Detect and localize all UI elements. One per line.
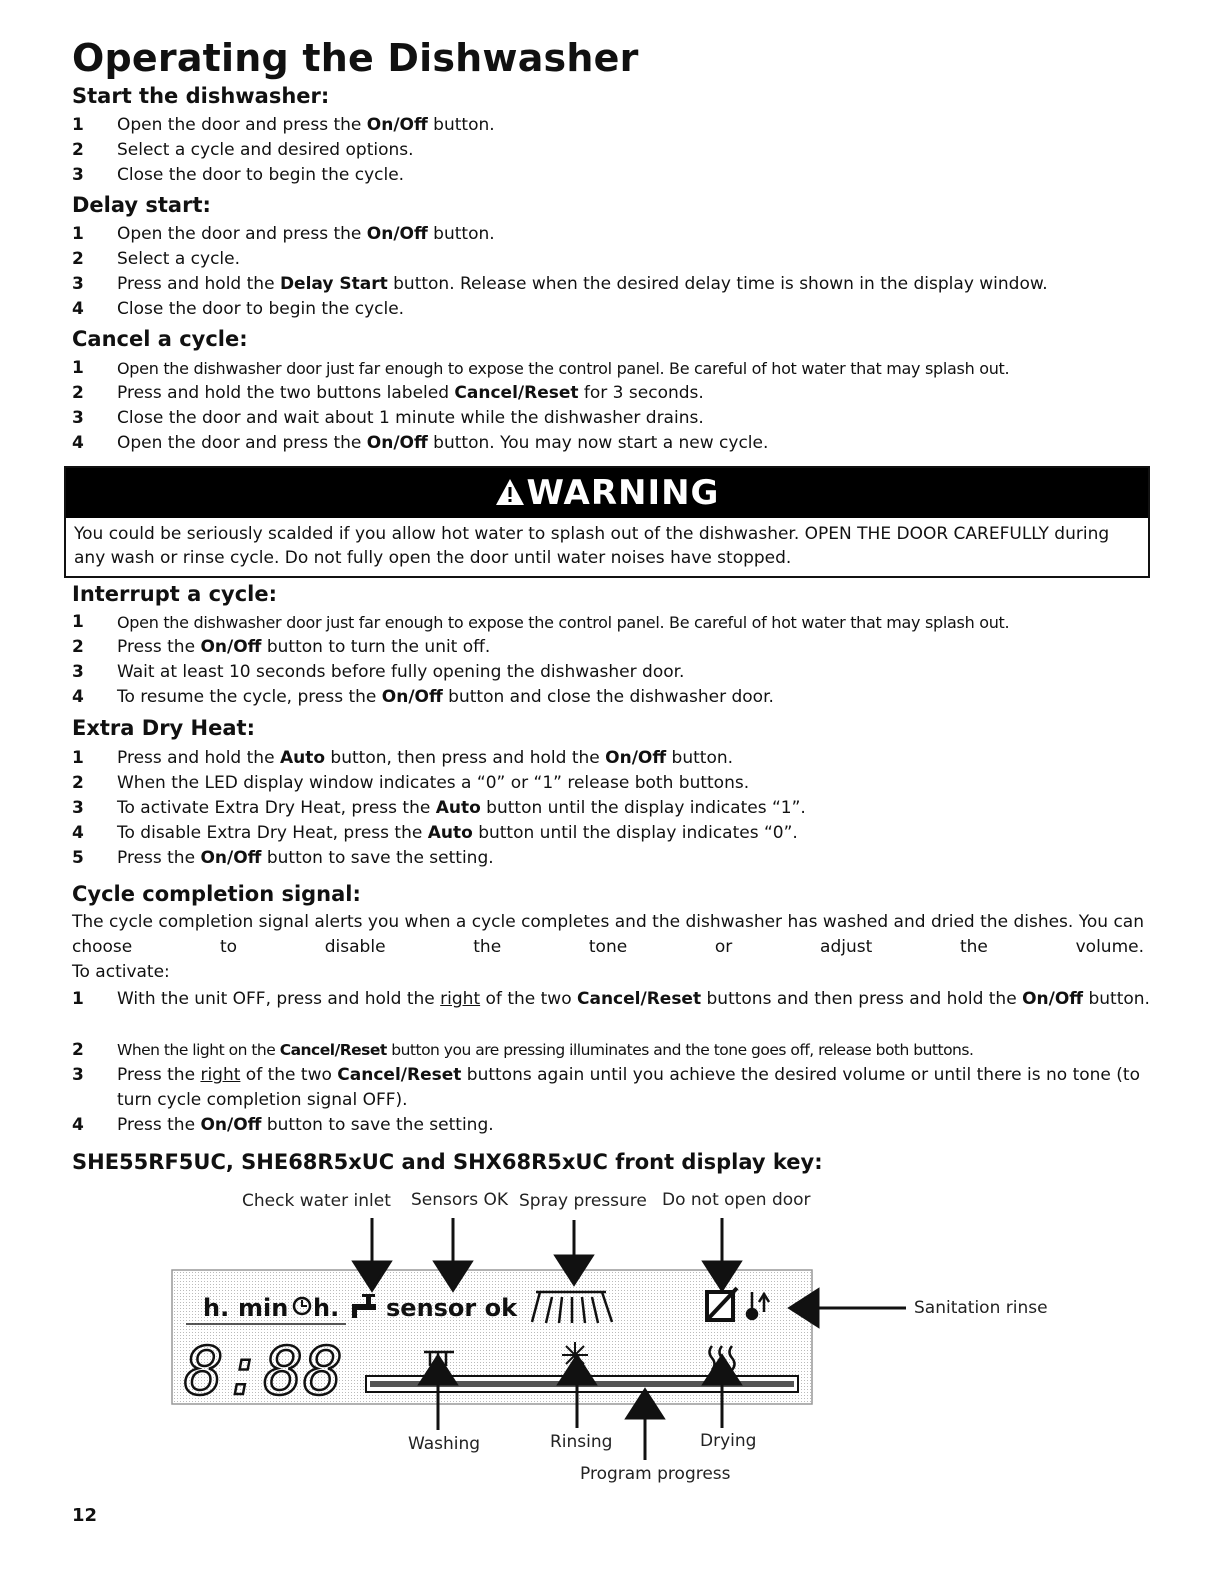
unit-hours-2: h. [313,1294,340,1322]
unit-minutes: min [238,1294,289,1322]
section-heading-display-key: SHE55RF5UC, SHE68R5xUC and SHX68R5xUC front display key: [72,1150,823,1174]
list-item: 1 With the unit OFF, press and hold the right of the two Cancel/Reset buttons and then press and hold the On/Off button. [72,989,1150,1009]
label-sensors-ok: Sensors OK [411,1190,509,1210]
label-spray-pressure: Spray pressure [519,1191,647,1211]
do-not-open-door-icon [707,1288,737,1320]
section-heading-extradry: Extra Dry Heat: [72,716,255,740]
page-title: Operating the Dishwasher [72,36,639,80]
warning-title: WARNING [526,473,720,513]
section-heading-start: Start the dishwasher: [72,84,330,108]
list-item: 3 Press the right of the two Cancel/Reset buttons again until you achieve the desired volume or until there is no tone (to turn cycle completion signal OFF). [72,1065,1140,1110]
page-number: 12 [72,1505,98,1526]
unit-hours: h. [203,1294,230,1322]
label-drying: Drying [700,1431,757,1451]
to-activate-label: To activate: [72,962,170,982]
time-digits: 8:88 [184,1333,343,1410]
sensor-ok-text: sensor ok [386,1294,518,1322]
label-do-not-open-door: Do not open door [662,1190,811,1210]
label-rinsing: Rinsing [550,1432,613,1452]
label-sanitation-rinse: Sanitation rinse [914,1298,1048,1318]
warning-text: You could be seriously scalded if you allow hot water to splash out of the dishwasher. OPEN THE DOOR CAREFULLY during any wash or rinse cycle. Do not fully open the door until water noises have stopped. [74,524,1110,568]
signal-intro: The cycle completion signal alerts you when a cycle completes and the dishwasher has washed and dried the dishes. You can choose to disable the tone or adjust the volume. [72,912,1144,957]
label-washing: Washing [408,1434,481,1454]
section-heading-delay: Delay start: [72,193,211,217]
section-heading-signal: Cycle completion signal: [72,882,361,906]
label-check-water-inlet: Check water inlet [242,1191,391,1211]
section-heading-interrupt: Interrupt a cycle: [72,582,277,606]
label-program-progress: Program progress [580,1464,731,1484]
section-heading-cancel: Cancel a cycle: [72,327,248,351]
